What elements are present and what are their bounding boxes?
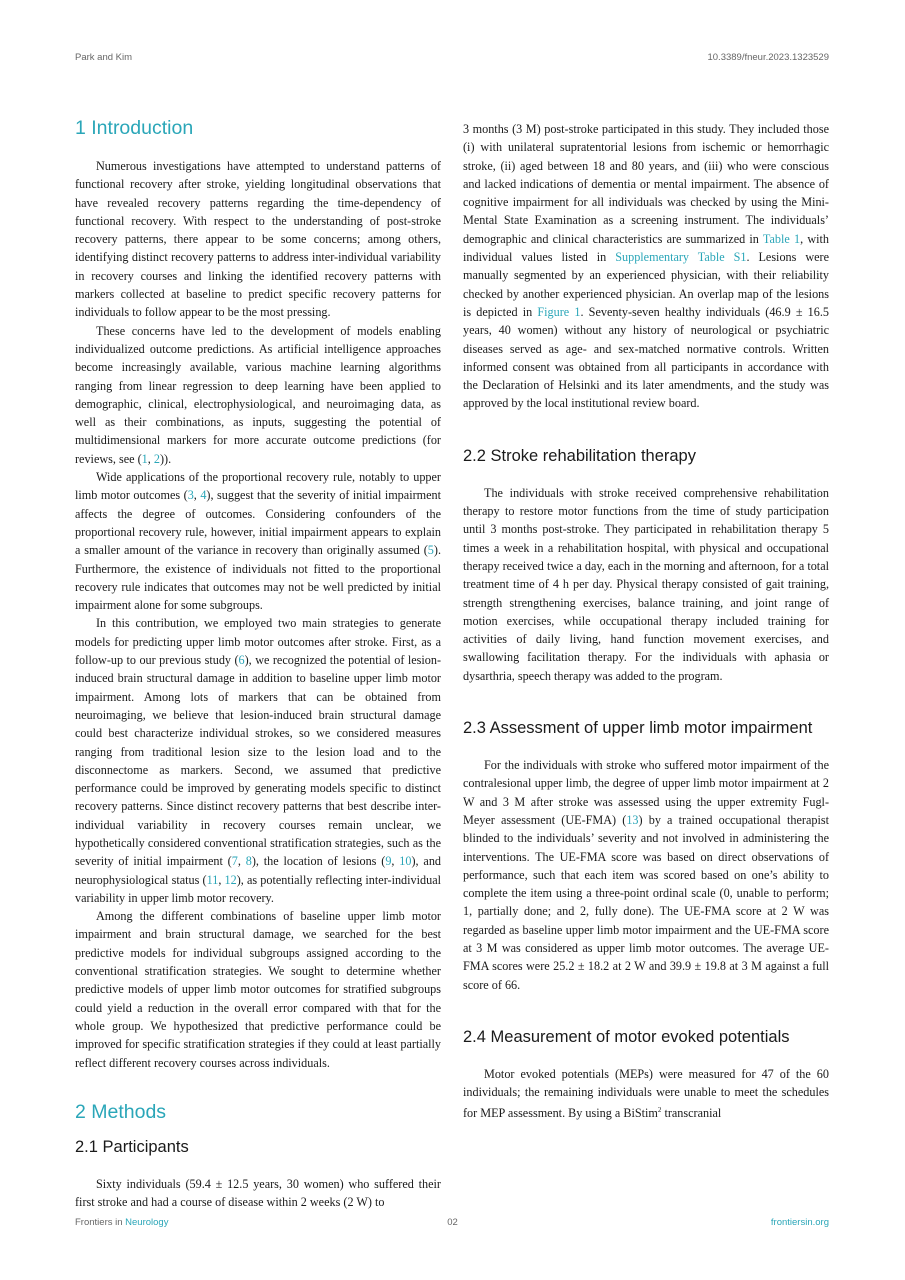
- running-header-authors: Park and Kim: [75, 52, 133, 63]
- page-number: 02: [447, 1217, 458, 1228]
- citation-link[interactable]: 1: [141, 451, 148, 466]
- participants-paragraph-start: Sixty individuals (59.4 ± 12.5 years, 30 women) who suffered their first stroke and had a course of disease within 2 weeks (2 W) to: [75, 1176, 441, 1210]
- participants-paragraph-continued: 3 months (3 M) post-stroke participated in this study. They included those (i) with unilateral supratentorial lesions from ischemic or hemorrhagic stroke, (ii) aged between 18 and 80 years, and (iii) who were conscious and lacked indications of dementia or mental impairment. The absence of cognitive impairment for all individuals was checked by using the Mini-Mental State Examination as a screening instrument. The individuals’ demographic and clinical characteristics are summarized in Table 1, with individual values listed in Supplementary Table S1. Lesions were manually segmented by an experienced physician, with their reliability checked by another experienced physician. An overlap map of the lesions is depicted in Figure 1. Seventy-seven healthy individuals (46.9 ± 16.5 years, 40 women) without any history of neurological or psychiatric diseases served as age- and sex-matched normative controls. Written informed consent was obtained from all participants in accordance with the Declaration of Helsinki and its later amendments, and the study was approved by the local institutional review board.: [463, 122, 830, 411]
- footer-journal: Frontiers in Neurology: [75, 1217, 169, 1228]
- mep-paragraph: Motor evoked potentials (MEPs) were measured for 47 of the 60 individuals; the remaining individuals were unable to meet the schedules for MEP assessment. By using a BiStim$^2$ transcranial: [463, 1066, 829, 1121]
- right-column: [463, 120, 829, 1123]
- citation-link[interactable]: 9: [385, 854, 392, 869]
- section-heading-introduction: 1 Introduction: [75, 117, 194, 139]
- rehab-paragraph: The individuals with stroke received comprehensive rehabilitation therapy to restore motor functions from the time of study participation until 3 months post-stroke. They participated in rehabilitation therapy 5 times a week in a rehabilitation hospital, with physical and occupational therapy received twice a day, each in the morning and afternoon, for a total treatment time of 4 h per day. Physical therapy consisted of gait training, strength strengthening exercises, balance training, and joint range of motion exercises, while occupational therapy included training for activities of daily living, hand function movement exercises, and swallowing facilitation therapy. For the individuals with aphasia or dysarthria, speech therapy was added to the program.: [463, 485, 829, 683]
- running-header-doi: 10.3389/fneur.2023.1323529: [707, 52, 829, 63]
- citation-link[interactable]: 13: [626, 812, 639, 827]
- citation-link[interactable]: 10: [399, 854, 412, 869]
- citation-link[interactable]: 5: [427, 543, 434, 558]
- section-heading-methods: 2 Methods: [75, 1100, 167, 1123]
- citation-link[interactable]: 11: [206, 872, 219, 887]
- assessment-paragraph: For the individuals with stroke who suffered motor impairment of the contralesional upper limb, the degree of upper limb motor impairment at 2 W and 3 M after stroke was assessed using the upper extremity Fugl-Meyer assessment (UE-FMA) (13) by a trained occupational therapist blinded to the individuals’ severity and not involved in administering the interventions. The UE-FMA score was based on direct observations of performance, such that each item was scored based on one’s ability to complete the item using a three-point ordinal scale (0, unable to perform; 1, partially done; and 2, fully done). The UE-FMA score at 2 W was regarded as baseline upper limb motor impairment and the UE-FMA score at 3 M was considered as upper limb motor outcomes. The average UE-FMA scores were 25.2 ± 18.2 at 2 W and 39.9 ± 19.8 at 3 M against a full score of 66.: [463, 758, 829, 992]
- citation-link[interactable]: 4: [200, 488, 207, 503]
- intro-paragraph-3: Wide applications of the proportional recovery rule, notably to upper limb motor outcomes (3, 4), suggest that the severity of initial impairment affects the degree of outcomes. Considering confounders of the proportional recovery rule, however, initial impairment appears to explain a smaller amount of the variance in recovery than originally assumed (5). Furthermore, the existence of individuals not fitted to the proportional recovery rule indicates that outcomes may not be well predicted by initial impairment alone for some subgroups.: [75, 470, 442, 613]
- citation-link[interactable]: 3: [187, 488, 194, 503]
- journal-name-link[interactable]: Neurology: [125, 1217, 169, 1228]
- table-1-link[interactable]: Table 1: [762, 231, 801, 246]
- citation-link[interactable]: 12: [224, 872, 237, 887]
- figure-1-link[interactable]: Figure 1: [537, 304, 581, 319]
- subsection-heading-rehab: 2.2 Stroke rehabilitation therapy: [463, 446, 696, 465]
- citation-link[interactable]: 2: [153, 451, 160, 466]
- supplementary-table-link[interactable]: Supplementary Table S1: [615, 250, 747, 265]
- citation-link[interactable]: 7: [231, 854, 238, 869]
- footer-site-link[interactable]: frontiersin.org: [770, 1217, 829, 1228]
- intro-paragraph-5: Among the different combinations of baseline upper limb motor impairment and brain structural damage, we searched for the best predictive models for individual subgroups assigned according to the conventional stratification strategies. We sought to determine whether predictive models of upper limb motor outcomes for stratified subgroups could yield a reduction in the overall error compared with that for the whole group. We hypothesized that predictive performance could be improved for specific stratification strategies if they could at least partially reflect different recovery courses across individuals.: [75, 909, 441, 1070]
- intro-paragraph-4: In this contribution, we employed two main strategies to generate models for predicting upper limb motor outcomes after stroke. First, as a follow-up to our previous study (6), we recognized the potential of lesion-induced brain structural damage in addition to baseline upper limb motor impairment. Among lots of markers that can be obtained from neuroimaging, we believe that lesion-induced brain structural damage could best characterize individual strokes, so we considered measures ranging from traditional lesion size to the lesion load and to the disconnectome as markers. Second, we assumed that predictive performance could be improved by generating models specific to distinct recovery patterns. Since distinct recovery patterns that best describe inter-individual variability in recovery courses remain unclear, we hypothetically considered conventional stratification strategies, such as the severity of initial impairment (7, 8), the location of lesions (9, 10), and neurophysiological status (11, 12), as potentially reflecting inter-individual variability in upper limb motor recovery.: [75, 616, 442, 905]
- left-column: [75, 116, 441, 1211]
- citation-link[interactable]: 8: [245, 854, 252, 869]
- intro-paragraph-1: Numerous investigations have attempted to understand patterns of functional recovery after stroke, yielding longitudinal observations that have revealed recovery patterns regarding the time-dependency of functional recovery. With respect to the understanding of post-stroke recovery patterns, there appear to be some concerns; among others, identifying distinct recovery patterns to address inter-individual variability in recovery courses and linking the identified recovery patterns with markers collected at baseline to predict specific recovery patterns for individuals to follow appear to be the most pressing.: [75, 159, 441, 320]
- citation-link[interactable]: 6: [238, 653, 245, 668]
- subsection-heading-mep: 2.4 Measurement of motor evoked potentials: [463, 1027, 790, 1046]
- intro-paragraph-2: These concerns have led to the development of models enabling individualized outcome predictions. As artificial intelligence approaches become increasingly available, various machine learning algorithms ranging from linear regression to deep learning have been applied to demographic, clinical, electrophysiological, and neuroimaging data, as well as their combinations, as inputs, suggesting the potential of multidimensional markers for more accurate outcome predictions (for reviews, see (1, 2)).: [75, 323, 441, 466]
- subsection-heading-assessment: 2.3 Assessment of upper limb motor impairment: [463, 719, 813, 738]
- subsection-heading-participants: 2.1 Participants: [75, 1137, 189, 1156]
